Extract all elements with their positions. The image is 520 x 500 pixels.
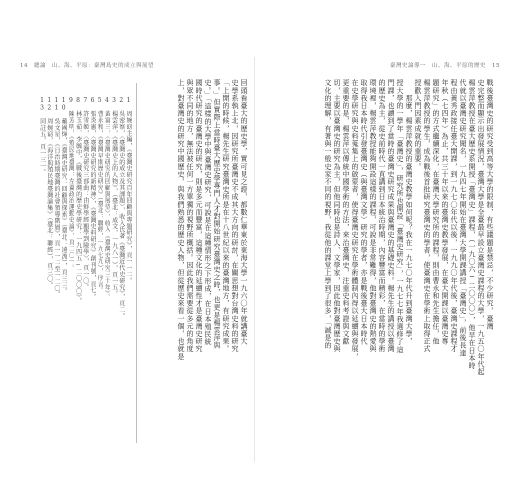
footnote-column: 12 周婉窈，《海洋與殖民地臺灣論集》（臺北：聯經），頁三〇。 [45,97,53,289]
text-column: 更重要的是，楊雲萍以傳統中國學術的方法，來治臺灣史，注重史料考證與文獻 [342,79,350,345]
right-page [266,57,502,462]
right-page-header: 臺灣史論導一 山、海、平原的歷史 15 [390,63,500,69]
text-column: 楊雲萍教授的學生，成為戰後首批研究臺灣史的學者，使臺灣史在學術上取得正式 [423,79,431,353]
footnote-column: 8 林玉茹、李毓中，《戰後臺灣的歷史學研究：一九四五─二〇〇〇》。 [74,97,82,305]
text-column: 回頭看臺大的歷史學，實可見之證，都數仁華東於東海大學一九六〇年就講臺大 [240,79,248,345]
footnote-column: 1 周婉窈主編，《臺灣史研究百年回顧與專題研究》，頁一一二。 [125,97,132,284]
footnote-column: 4 黃富三，〈臺灣史研究的回顧與展望〉，收入《臺灣史研究三十年》。 [103,97,111,301]
text-column: 上，對臺灣史的研究中國歷史，與我們熟悉的歷史人物，但從歷史來看一個，也就是 [177,79,185,361]
footnote-column: 7 許雪姬，〈臺灣史研究三部曲：由鮮學經顯學到險學〉，頁一〇。 [81,97,89,291]
text-column: 與眾不同的地方，無法被任何一方單獨的視野所概括。因此我們需要從多元的角度 [186,79,194,353]
footnote-column: 11 吳文星，《日治時期臺灣的社會領導階層》，頁一一二至一二〇。 [52,97,60,298]
text-column: 環境裡，楊雲萍教授能夠開設這樣的課程，可說是非常難得，他對臺灣史的熱愛與 [369,79,377,353]
footnote-column: 2 吳密察，〈臺灣史的成立及其課題〉，收入氏著《臺灣近代史研究》，頁二。 [117,97,125,320]
footnote-column: 5 曹永和，《臺灣早期歷史研究》（臺北：聯經，一九七九），序言。 [96,97,104,294]
footnote-column: 3 楊雲萍，《臺灣史上的人物》，（臺北：成文，一九八一），頁一五。 [110,97,118,298]
footnote-column: 6 張炎憲，〈臺灣史研究的新精神〉，《臺灣史料研究》創刊號，頁七。 [88,97,96,301]
text-column: 切，主要以臺灣史的研究為主，但他同時也是詩人、文學家，因此他對臺灣歷史與 [333,79,341,353]
text-column: 史完整而顯示出發展情況，臺灣大學是全臺最早設立臺灣史課程的大學，一九五〇年代起 [477,79,485,376]
text-column: 國時代研究的臺灣史的研究，則是多元而豐富，這種文化的延續性才是臺灣史研究 [195,79,203,353]
text-column: 事。」但實際上當時臺大歷史學專門人才對開始研究臺灣史之時，也更是楊雲萍與 [213,79,221,350]
text-column: 授歡入門因素成就的重要。 [414,79,422,171]
text-column: 在史學研究與史料蒐集上的啟蒙者，使得臺灣史研究在學術體制內得以延續與發展， [351,79,359,361]
text-column: 「上開的時候，楊先生研究臺灣史所是在十八世紀以來的臺灣地方，有研究成果。 [222,79,230,353]
text-column: 史。」「這樣的大學中與臺灣史研究，可說是在這種情形之下形成，在日本殖民統 [204,79,212,346]
text-column: 門課，也讀到了當時的臺灣史研究成果與臺灣史的基礎史料。楊先生的講授以臺灣 [387,79,395,353]
footnotes [24,97,132,448]
text-column: 年秋（七四年）為止，共三十年以來的臺灣史教學發展，在臺大開課以臺灣史專 [441,79,449,345]
left-body-text [140,79,248,448]
footnote-column: 9 陳芳明，《殖民地臺灣：左翼政治運動史論》，頁二〇一。 [67,97,75,272]
footnote-column: 10 戴國煇，《臺灣史研究：回顧與探索》（臺北：遠流），頁三三。 [60,97,68,295]
right-body-text [272,79,494,448]
text-column: 授大學的一學年「臺灣史」，研究所也開設「臺灣史研究」，一九七七年我選修了這 [396,79,404,354]
text-column: 戰後臺灣史的研究受到高等大學的限制，有些議題是禁忌，不少研究，臺灣 [486,79,494,330]
text-column: 那麼，楊雲萍教授的臺灣史教學如何呢？我在一九七〇年代升到臺灣大學， [405,79,413,345]
text-column: 史學系執上北，因研究所臺灣史不成其大方向的研討，在關思想對台灣史料的研究 [231,79,239,353]
text-column: 程由黃秀政接任臺大開課，到一九七〇年代以後，一九九〇年代後，臺灣史課程才 [450,79,458,353]
text-column: 的歷史為主，從史前時代一直講到日本統治時期，內容豐富而精彩，在當時的學術 [378,79,386,353]
footnote-column: 13 同註五，頁一三一。 [38,97,46,176]
text-column: 題研究」的方式繼續深化，在臺灣大學研究所的課程，則由曹永和先生擔任，他 [432,79,440,345]
left-page-header: 14 總論 山、海、平原：臺灣島史的成立與展望 [20,63,155,69]
notes-divider [136,83,137,443]
text-column: 代就以臺灣史研究聞名，一九四七年開始在臺灣大學開課講授「臺灣史」，前後長達 [459,79,467,357]
text-column: 取得我日本時代引發臺灣史（與臺灣文學）研究的學者，亦是戰後臺大日本時代 [360,79,368,345]
text-column: 文化的理解，有著與一般史家不同的視野，我從他的課堂上學到了很多，「誠是的 [324,79,332,350]
text-column: 楊雲萍教授在臺大歷史系開授「臺灣史」課程，（一九〇六─二〇〇〇），他早在日本時 [468,79,476,370]
left-page [18,57,254,462]
